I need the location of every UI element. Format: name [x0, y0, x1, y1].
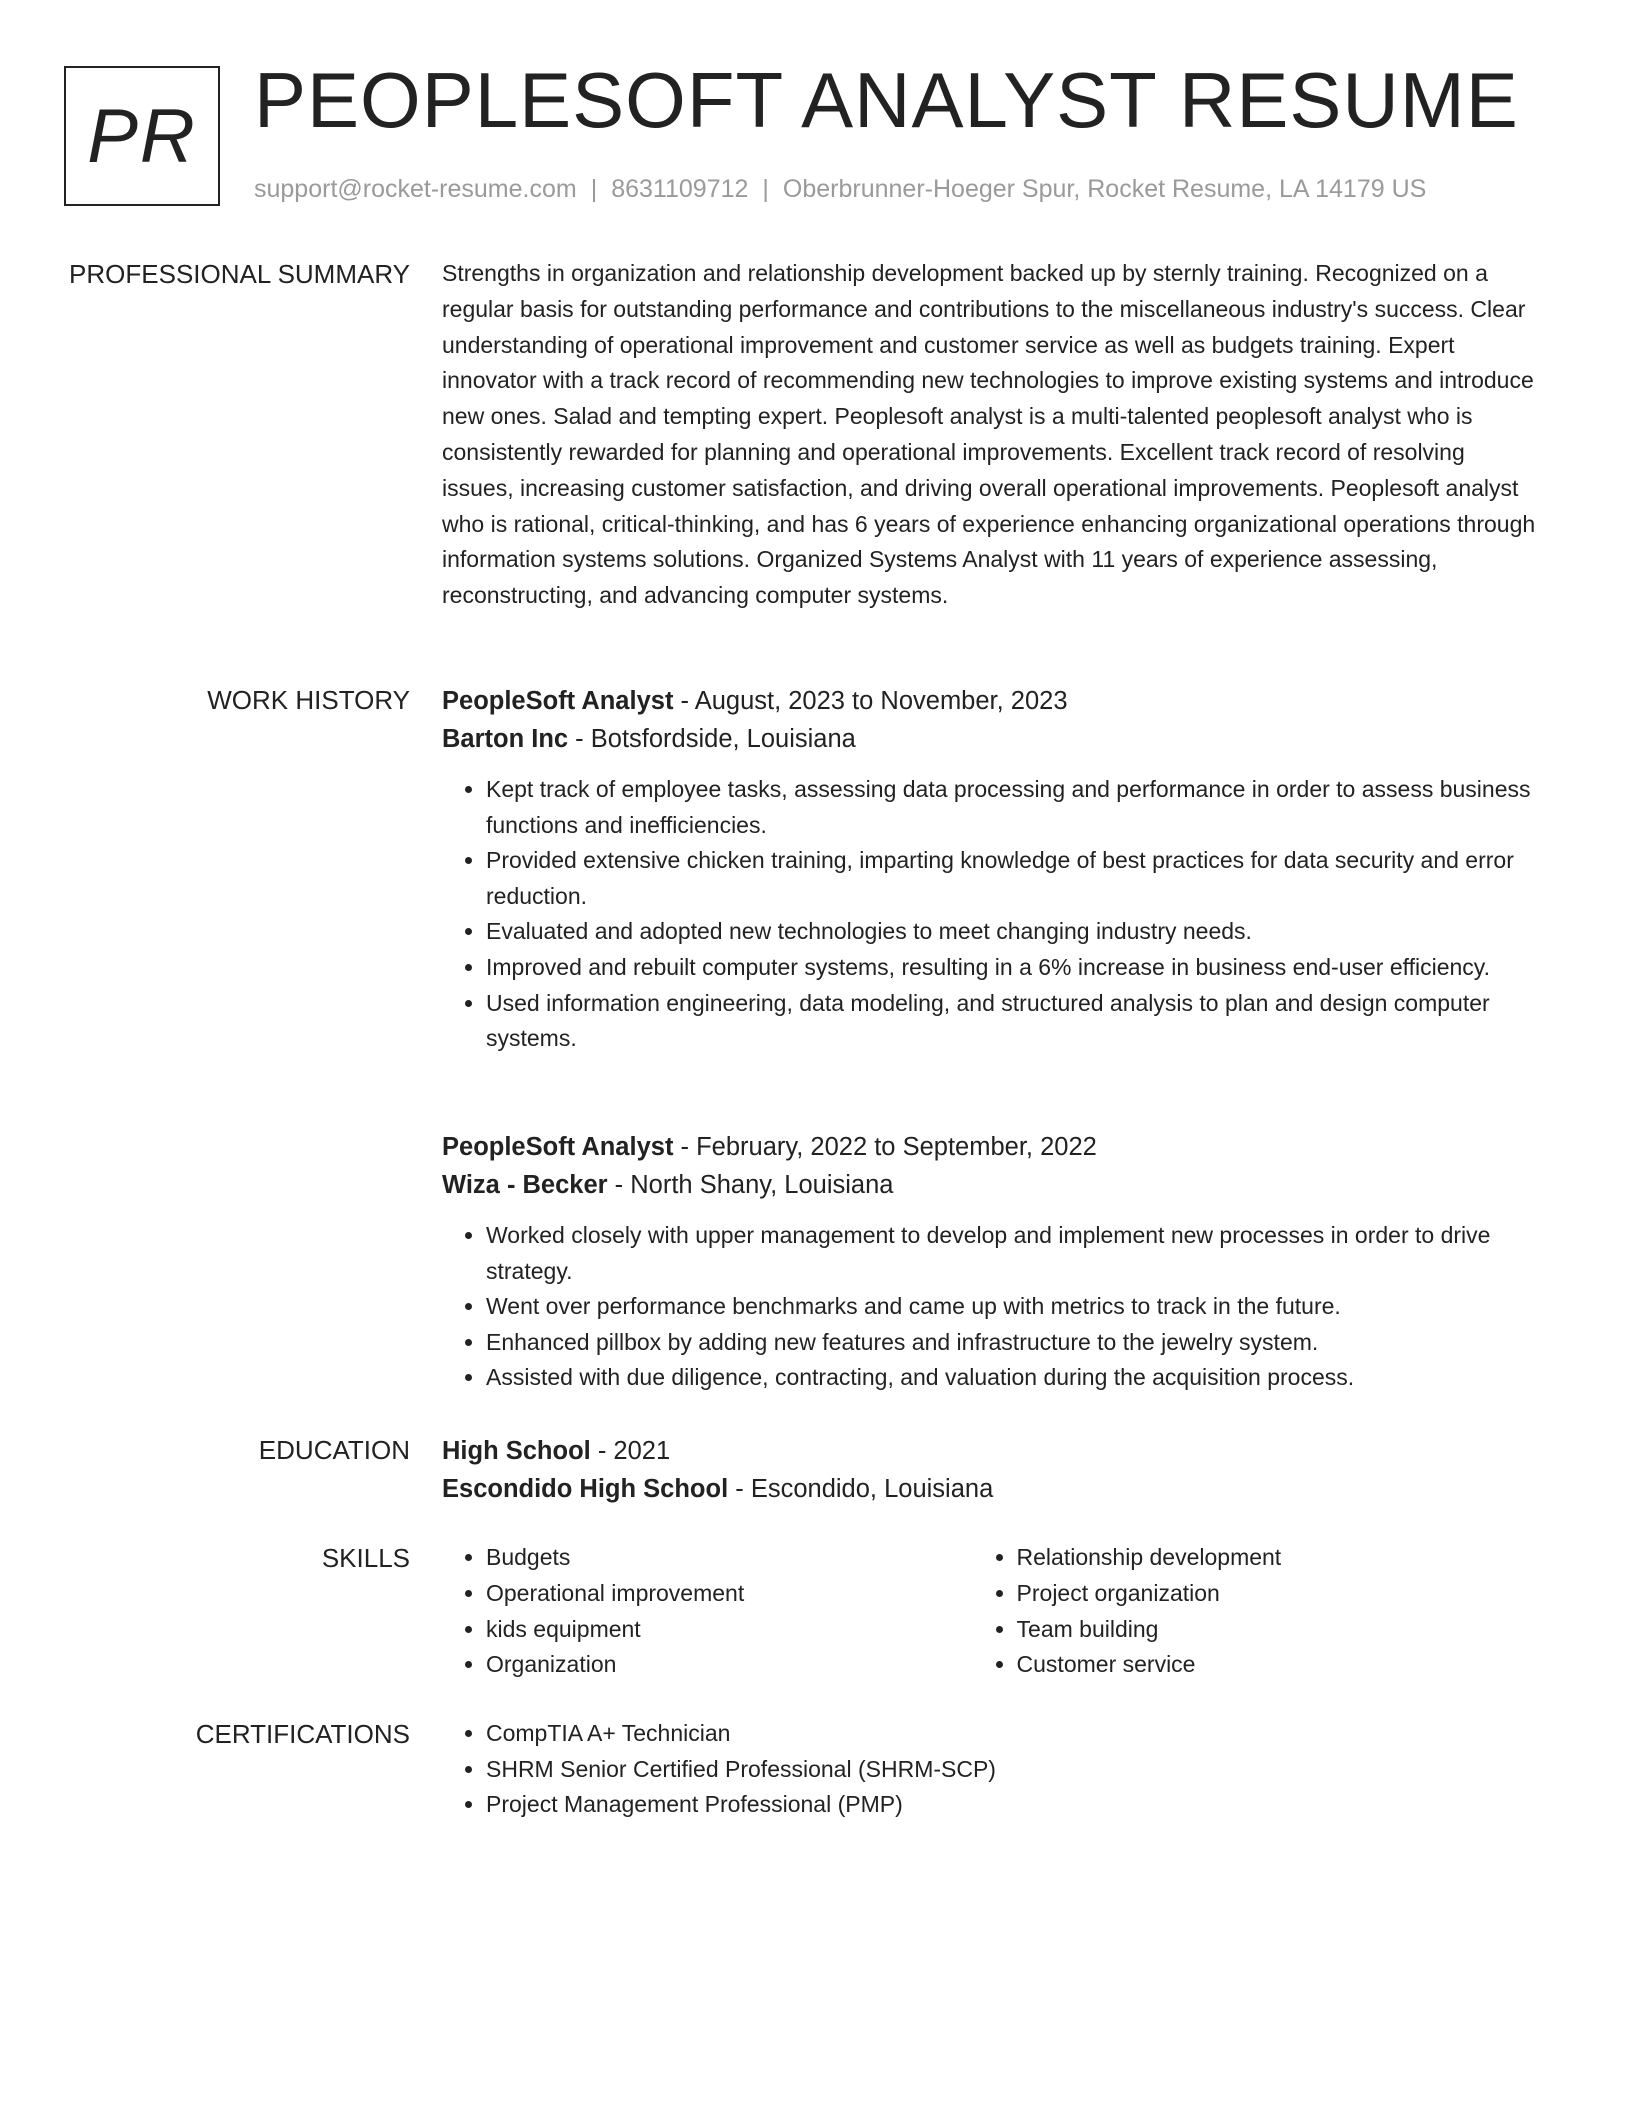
job-company-line: [442, 720, 1542, 758]
education-degree: High School: [442, 1437, 591, 1465]
skill-item: • Organization: [486, 1647, 973, 1683]
contact-line: [254, 172, 1426, 206]
job-bullets: [442, 772, 1542, 1057]
contact-address: Oberbrunner-Hoeger Spur, Rocket Resume, LA 14179 US: [782, 175, 1427, 203]
job-bullet: • Went over performance benchmarks and came up with metrics to track in the future.: [486, 1289, 1542, 1325]
education-entry: [442, 1432, 1542, 1508]
job-bullets: [442, 1218, 1542, 1396]
job-bullet: • Used information engineering, data modeling, and structured analysis to plan and design computer systems.: [486, 986, 1542, 1057]
contact-separator: |: [762, 175, 769, 203]
job-location: - North Shany, Louisiana: [607, 1171, 894, 1199]
summary-text: Strengths in organization and relationship development backed up by sternly training. Recognized on a regular basis for outstanding performance and contributions to the miscellaneous industry's success. Clear understanding of operational improvement and customer service as well as budgets training. Expert innovator with a track record of recommending new technologies to improve existing systems and introduce new ones. Salad and tempting expert. Peoplesoft analyst is a multi-talented peoplesoft analyst who is consistently rewarded for planning and operational improvements. Excellent track record of resolving issues, increasing customer satisfaction, and driving overall operational improvements. Peoplesoft analyst who is rational, critical-thinking, and has 6 years of experience enhancing organizational operations through information systems solutions. Organized Systems Analyst with 11 years of experience assessing, reconstructing, and advancing computer systems.: [442, 260, 1536, 609]
skill-item: • Customer service: [1017, 1647, 1542, 1683]
skill-item: • Budgets: [486, 1540, 973, 1576]
job-dates: - February, 2022 to September, 2022: [673, 1133, 1097, 1161]
contact-separator: |: [590, 175, 598, 203]
skill-item: • Team building: [1017, 1612, 1542, 1648]
page-title: PEOPLESOFT ANALYST RESUME: [254, 56, 1519, 144]
certifications-list: [442, 1716, 1542, 1823]
section-label-summary: PROFESSIONAL SUMMARY: [69, 259, 410, 289]
certification-item: • Project Management Professional (PMP): [486, 1787, 1542, 1823]
education-school: Escondido High School: [442, 1475, 729, 1503]
education-location: - Escondido, Louisiana: [728, 1475, 994, 1503]
skill-item: • Relationship development: [1017, 1540, 1542, 1576]
skill-item: • Project organization: [1017, 1576, 1542, 1612]
job-bullet: • Enhanced pillbox by adding new features and infrastructure to the jewelry system.: [486, 1325, 1542, 1361]
contact-email: support@rocket-resume.com: [254, 175, 577, 203]
job-title-line: [442, 1128, 1542, 1166]
skills-list: [442, 1540, 1542, 1683]
job-company-line: [442, 1166, 1542, 1204]
skills-column: [442, 1540, 973, 1683]
job-title: PeopleSoft Analyst: [442, 687, 674, 715]
job-company: Wiza - Becker: [442, 1171, 608, 1199]
job-bullet: • Provided extensive chicken training, imparting knowledge of best practices for data security and error reduction.: [486, 843, 1542, 914]
job-location: - Botsfordside, Louisiana: [568, 725, 856, 753]
job-bullet: • Worked closely with upper management to develop and implement new processes in order to drive strategy.: [486, 1218, 1542, 1289]
skills-column: [973, 1540, 1542, 1683]
job-entry: [442, 1128, 1542, 1396]
job-bullet: • Improved and rebuilt computer systems, resulting in a 6% increase in business end-user efficiency.: [486, 950, 1542, 986]
monogram-logo: PR: [64, 66, 220, 206]
job-bullet: • Kept track of employee tasks, assessing data processing and performance in order to assess business functions and inefficiencies.: [486, 772, 1542, 843]
job-entry: [442, 682, 1542, 1057]
skill-item: • Operational improvement: [486, 1576, 973, 1612]
job-bullet: • Evaluated and adopted new technologies to meet changing industry needs.: [486, 914, 1542, 950]
job-title: PeopleSoft Analyst: [442, 1133, 674, 1161]
section-label-skills: SKILLS: [321, 1543, 410, 1573]
job-bullet: • Assisted with due diligence, contracting, and valuation during the acquisition process.: [486, 1360, 1542, 1396]
section-label-certifications: CERTIFICATIONS: [195, 1719, 410, 1749]
job-company: Barton Inc: [442, 725, 569, 753]
education-school-line: [442, 1470, 1542, 1508]
education-year: - 2021: [590, 1437, 671, 1465]
certification-item: • SHRM Senior Certified Professional (SHRM-SCP): [486, 1752, 1542, 1788]
skill-item: • kids equipment: [486, 1612, 973, 1648]
section-label-education: EDUCATION: [258, 1435, 410, 1465]
job-dates: - August, 2023 to November, 2023: [673, 687, 1068, 715]
certification-item: • CompTIA A+ Technician: [486, 1716, 1542, 1752]
contact-phone: 8631109712: [611, 175, 749, 203]
education-degree-line: [442, 1432, 1542, 1470]
certification-bullets: [442, 1716, 1542, 1823]
job-title-line: [442, 682, 1542, 720]
section-label-work-history: WORK HISTORY: [207, 685, 410, 715]
